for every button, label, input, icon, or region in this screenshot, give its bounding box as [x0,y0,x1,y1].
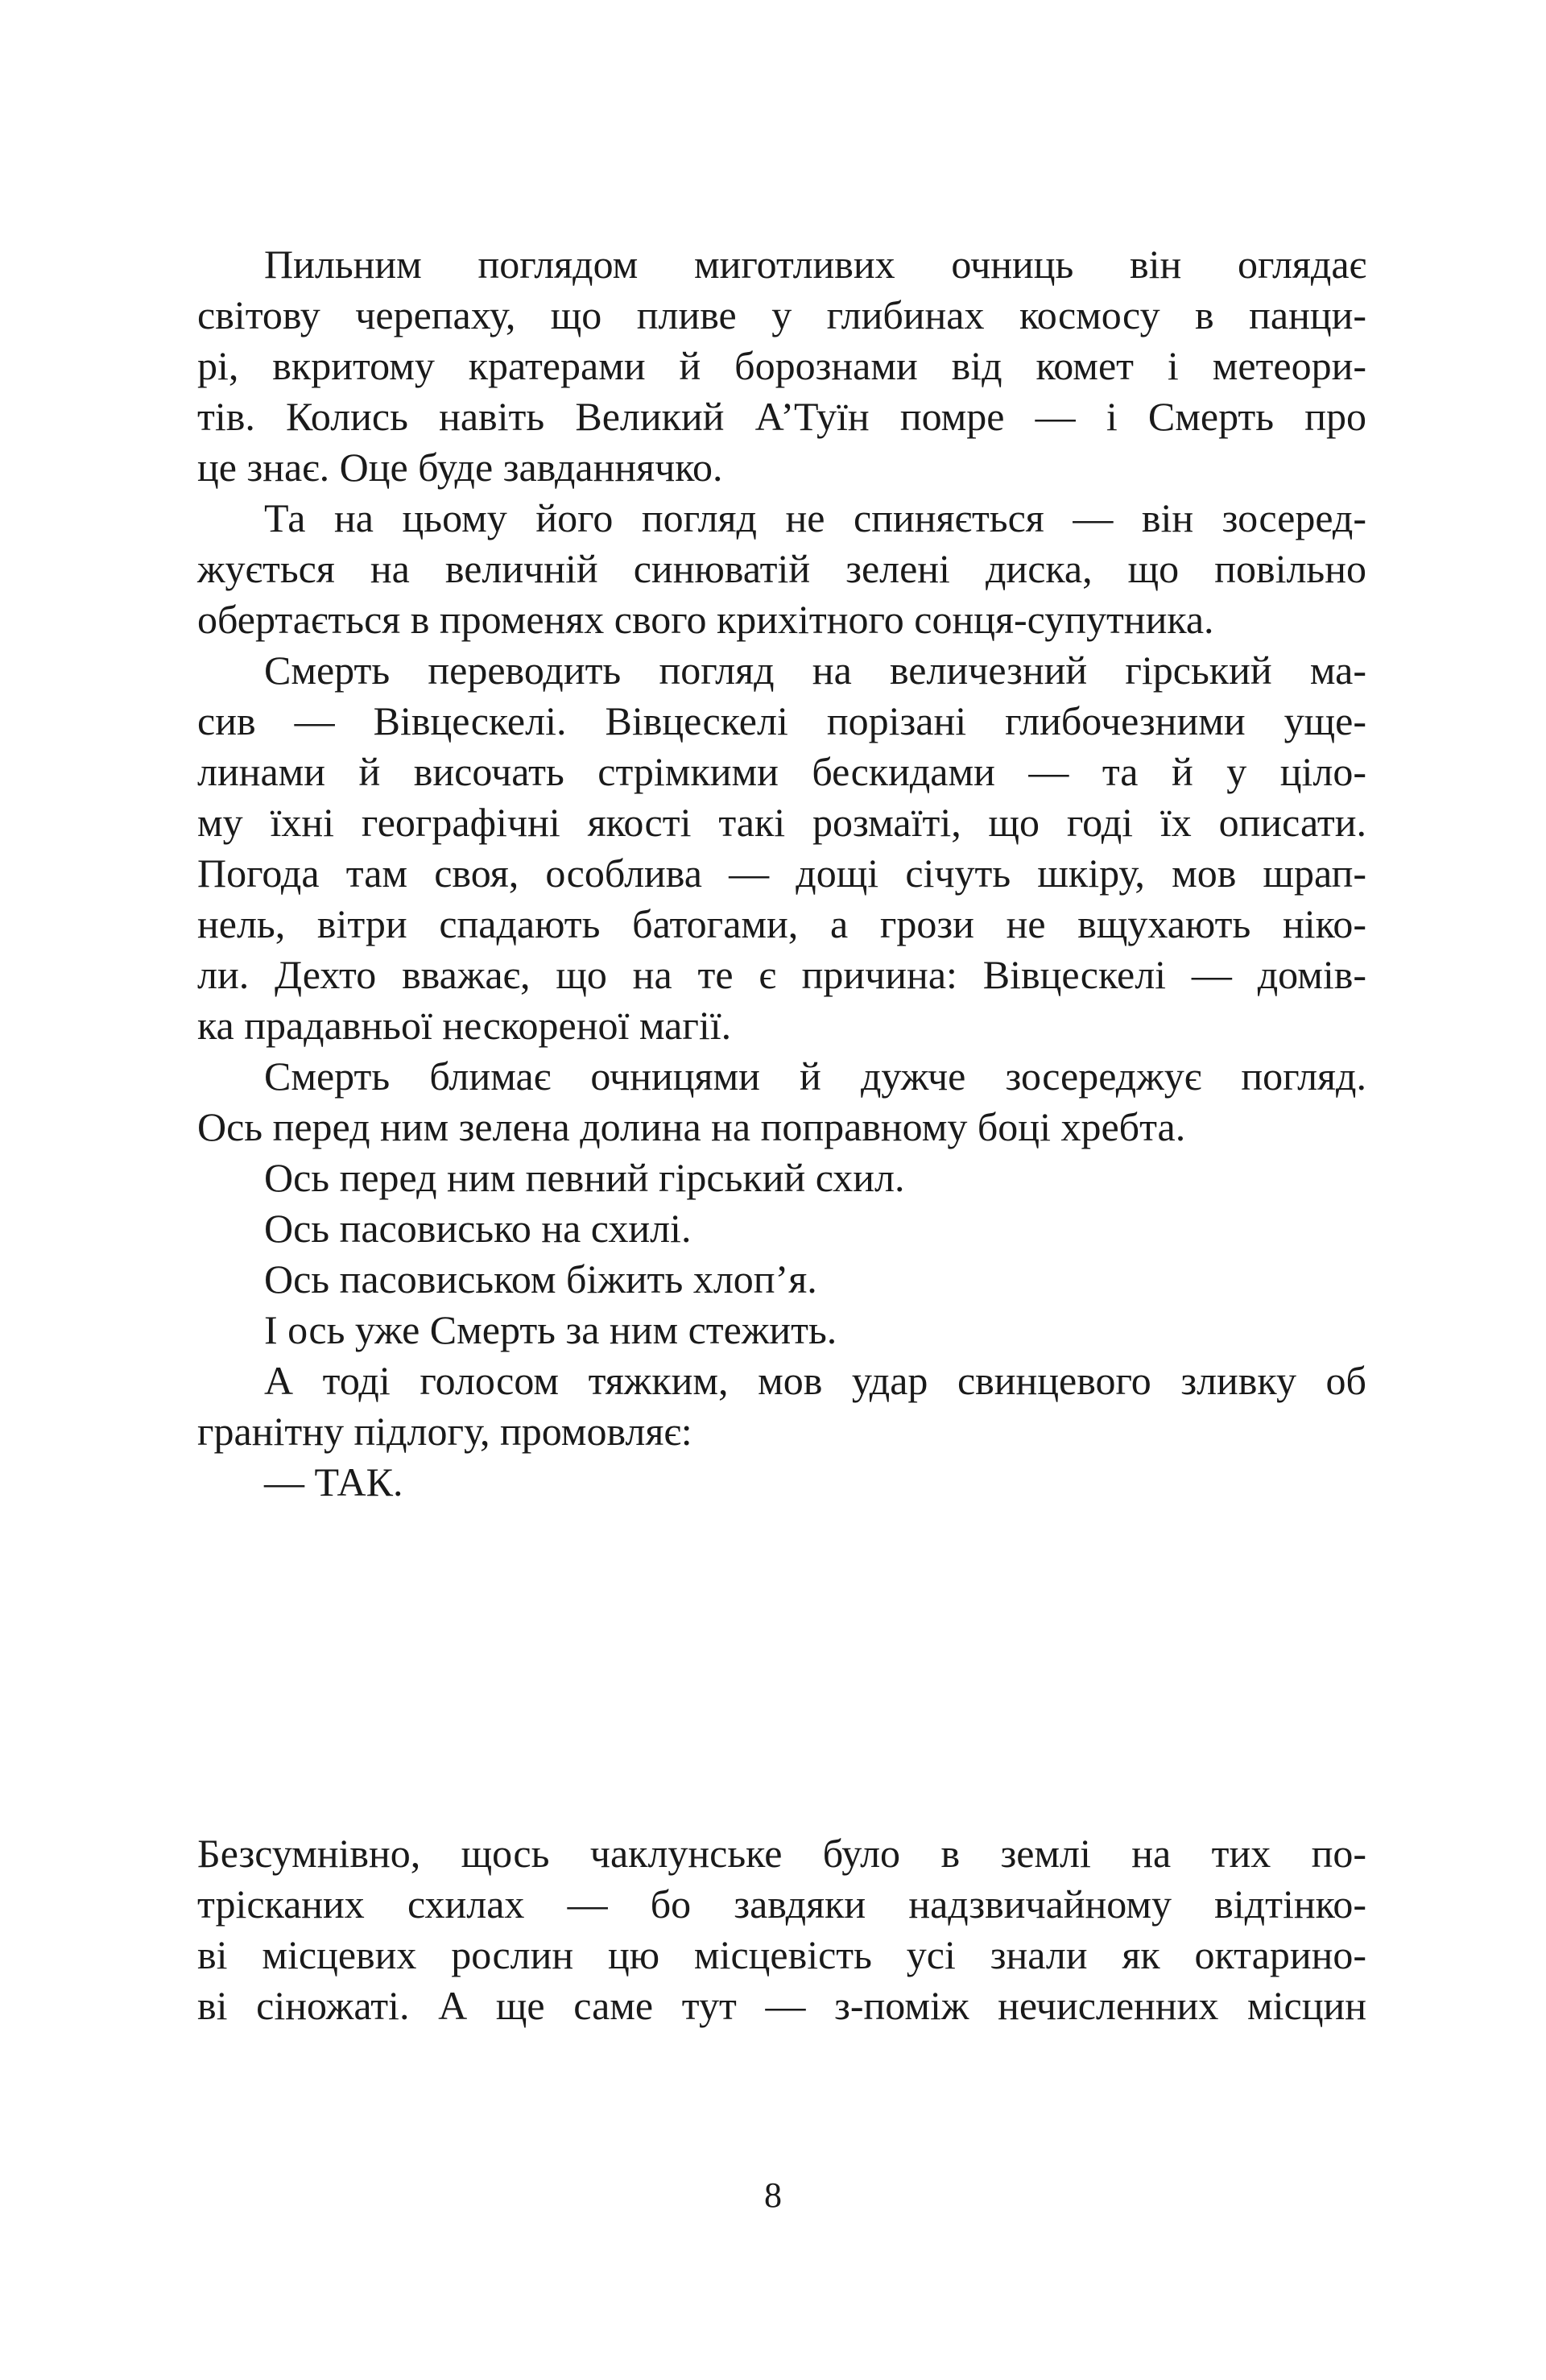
text-line: ка прадавньої нескореної магії. [197,1003,732,1048]
paragraph [197,1305,1366,1356]
text-line: линами й височать стрімкими бескидами — та й у ціло- [197,749,1366,794]
text-line: Смерть переводить погляд на величезний гірський ма- [264,648,1366,693]
text-line: нель, вітри спадають батогами, а грози не вщухають ніко- [197,901,1366,946]
text-line: — ТАК. [264,1459,403,1505]
paragraph [197,1457,1366,1508]
text-line: рі, вкритому кратерами й борознами від комет і метеори- [197,343,1366,388]
text-line: Ось пасовиськом біжить хлоп’я. [264,1256,817,1302]
paragraph [197,239,1366,493]
text-line: Ось перед ним певний гірський схил. [264,1155,905,1200]
paragraph [197,493,1366,645]
text-line: А тоді голосом тяжким, мов удар свинцевого зливку об [264,1358,1366,1403]
paragraph [197,1153,1366,1203]
text-line: сив — Вівцескелі. Вівцескелі порізані глибочезними уще- [197,698,1366,743]
text-line: Пильним поглядом миготливих очниць він оглядає [264,242,1366,287]
text-line: Та на цьому його погляд не спиняється — він зосеред- [264,495,1366,540]
text-line: ли. Дехто вважає, що на те є причина: Вівцескелі — домів- [197,952,1366,997]
page-body [197,239,1366,2031]
text-line: ві місцевих рослин цю місцевість усі знали як октарино- [197,1932,1366,1977]
text-line: тів. Колись навіть Великий А’Туїн помре — і Смерть про [197,394,1366,439]
text-line: Смерть блимає очницями й дужче зосереджує погляд. [264,1053,1366,1099]
text-line: І ось уже Смерть за ним стежить. [264,1307,837,1352]
text-line: Ось пасовисько на схилі. [264,1206,692,1251]
text-line: Погода там своя, особлива — дощі січуть шкіру, мов шрап- [197,851,1366,896]
text-line: це знає. Оце буде завданнячко. [197,445,723,490]
paragraph [197,645,1366,1051]
text-line: Ось перед ним зелена долина на поправному боці хребта. [197,1104,1186,1149]
text-line: ві сіножаті. А ще саме тут — з-поміж нечисленних місцин [197,1983,1366,2028]
text-section [197,239,1366,1508]
paragraph [197,1356,1366,1457]
text-line: му їхні географічні якості такі розмаїті, що годі їх описати. [197,800,1366,845]
paragraph [197,1254,1366,1305]
page-number: 8 [764,2175,782,2215]
text-line: гранітну підлогу, промовляє: [197,1409,692,1454]
paragraph [197,1203,1366,1254]
paragraph [197,1051,1366,1153]
text-line: світову черепаху, що пливе у глибинах космосу в панци- [197,292,1366,337]
section-break [197,1508,1366,1828]
text-line: Безсумнівно, щось чаклунське було в землі на тих по- [197,1831,1366,1876]
text-section [197,1828,1366,2031]
text-line: обертається в променях свого крихітного сонця-супутника. [197,597,1214,642]
text-line: жується на величній синюватій зелені диска, що повільно [197,546,1366,591]
paragraph [197,1828,1366,2031]
text-line: трісканих схилах — бо завдяки надзвичайному відтінко- [197,1881,1366,1927]
